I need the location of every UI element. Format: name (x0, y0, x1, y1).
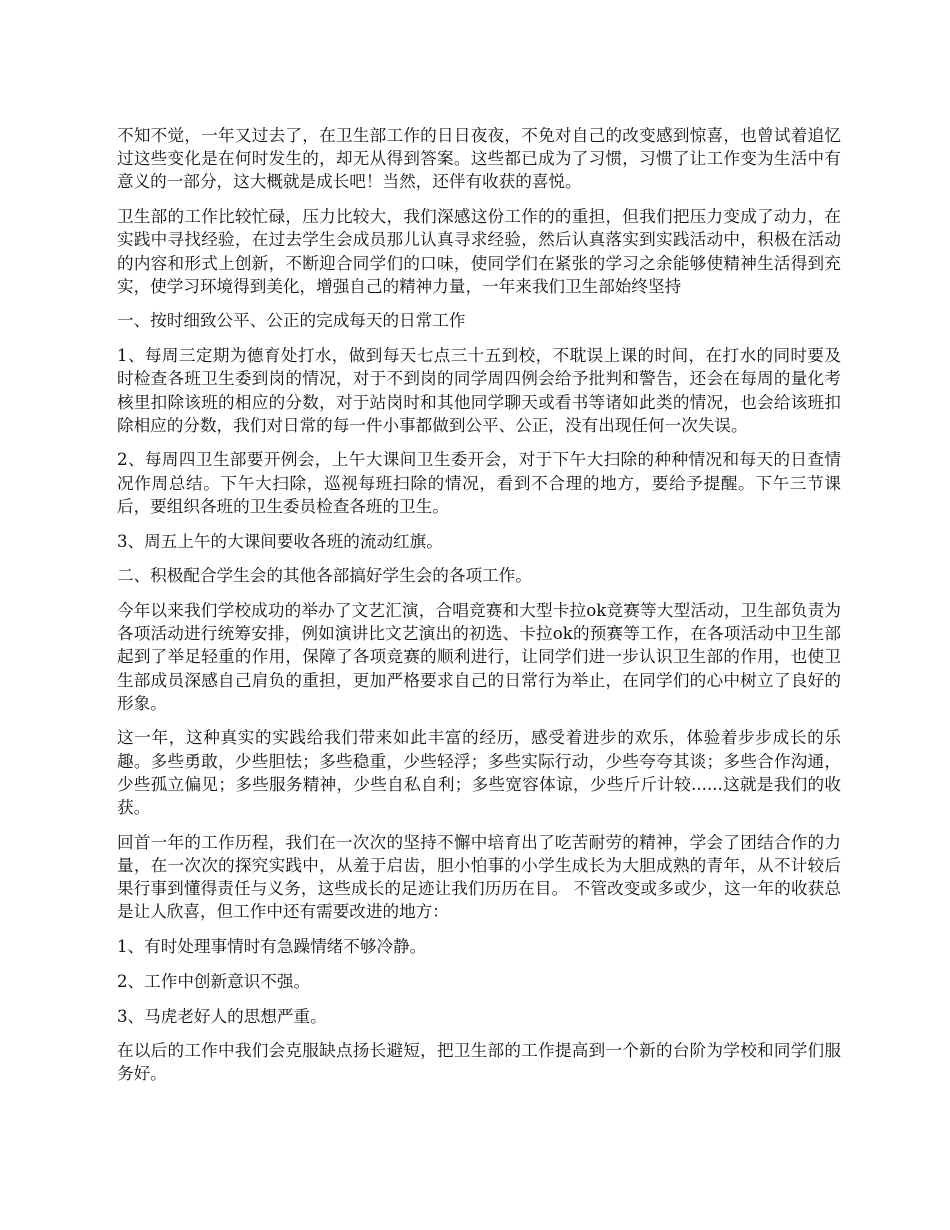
list-item-carelessness: 3、马虎老好人的思想严重。 (117, 1006, 327, 1026)
section-heading-daily-work: 一、按时细致公平、公正的完成每天的日常工作 (117, 311, 466, 331)
list-item-wednesday: 1、每周三定期为德育处打水，做到每天七点三十五到校，不耽误上课的时间，在打水的同时要及时检查各班卫生委到岗的情况，对于不到岗的同学周四例会给予批判和警告，还会在每周的量化考核里扣除该班的相应的分数，对于站岗时和其他同学聊天或看书等诸如此类的情况，也会给该班扣除相应的分数，我们对日常的每一件小事都做到公平、公正，没有出现任何一次失误。 (117, 346, 841, 435)
paragraph-conclusion: 在以后的工作中我们会克服缺点扬长避短，把卫生部的工作提高到一个新的台阶为学校和同学们服务好。 (117, 1041, 841, 1084)
list-item-innovation: 2、工作中创新意识不强。 (117, 971, 311, 991)
paragraph-gains: 这一年，这种真实的实践给我们带来如此丰富的经历，感受着进步的欢乐，体验着步步成长的乐趣。多些勇敢，少些胆怯；多些稳重，少些轻浮；多些实际行动，少些夸夸其谈；多些合作沟通，少些孤立偏见；多些服务精神，少些自私自利；多些宽容体谅，少些斤斤计较......这就是我们的收获。 (117, 728, 841, 818)
paragraph-events: 今年以来我们学校成功的举办了文艺汇演，合唱竞赛和大型卡拉ok竞赛等大型活动，卫生部负责为各项活动进行统筹安排，例如演讲比文艺演出的初选、卡拉ok的预赛等工作，在各项活动中卫生部起到了举足轻重的作用，保障了各项竞赛的顺利进行，让同学们进一步认识卫生部的作用，也使卫生部成员深感自己肩负的重担，更加严格要求自己的日常行为举止，在同学们的心中树立了良好的形象。 (117, 600, 841, 713)
paragraph-pressure: 卫生部的工作比较忙碌，压力比较大，我们深感这份工作的的重担，但我们把压力变成了动力，在实践中寻找经验，在过去学生会成员那儿认真寻求经验，然后认真落实到实践活动中，积极在活动的内容和形式上创新，不断迎合同学们的口味，使同学们在紧张的学习之余能够使精神生活得到充实，使学习环境得到美化，增强自己的精神力量，一年来我们卫生部始终坚持 (117, 207, 841, 296)
paragraph-intro: 不知不觉，一年又过去了，在卫生部工作的日日夜夜，不免对自己的改变感到惊喜，也曾试着追忆过这些变化是在何时发生的，却无从得到答案。这些都已成为了习惯，习惯了让工作变为生活中有意义的一部分，这大概就是成长吧！当然，还伴有收获的喜悦。 (117, 126, 841, 192)
section-heading-cooperation: 二、积极配合学生会的其他各部搞好学生会的各项工作。 (117, 566, 532, 586)
paragraph-review: 回首一年的工作历程，我们在一次次的坚持不懈中培育出了吃苦耐劳的精神，学会了团结合作的力量，在一次次的探究实践中，从羞于启齿，胆小怕事的小学生成长为大胆成熟的青年，从不计较后果行事到懂得责任与义务，这些成长的足迹让我们历历在目。 不管改变或多或少，这一年的收获总是让人欣喜，但工作中还有需要改进的地方： (117, 832, 841, 922)
document-body (117, 124, 841, 1097)
list-item-impatience: 1、有时处理事情时有急躁情绪不够冷静。 (117, 937, 427, 957)
list-item-friday: 3、周五上午的大课间要收各班的流动红旗。 (117, 531, 443, 551)
list-item-thursday: 2、每周四卫生部要开例会，上午大课间卫生委开会，对于下午大扫除的种种情况和每天的日查情况作周总结。下午大扫除，巡视每班扫除的情况，看到不合理的地方，要给予提醒。下午三节课后，要组织各班的卫生委员检查各班的卫生。 (117, 450, 841, 516)
